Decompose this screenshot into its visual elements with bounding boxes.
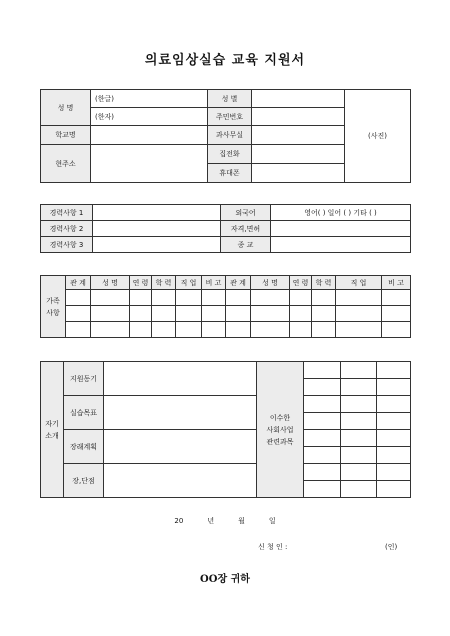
- family-cell[interactable]: [312, 322, 336, 338]
- family-cell[interactable]: [152, 322, 176, 338]
- address-label: 현주소: [41, 145, 91, 183]
- date-day-unit: 일: [268, 517, 276, 525]
- course-cell[interactable]: [377, 430, 411, 447]
- name-hanja-field[interactable]: (한자): [91, 108, 208, 126]
- license-label: 자격,면허: [221, 221, 271, 237]
- family-cell[interactable]: [202, 290, 226, 306]
- license-field[interactable]: [271, 221, 411, 237]
- family-cell[interactable]: [66, 290, 91, 306]
- family-cell[interactable]: [290, 306, 312, 322]
- course-cell[interactable]: [304, 362, 341, 379]
- document-title: 의료임상실습 교육 지원서: [144, 53, 306, 68]
- career-label-1: 경력사항 1: [41, 205, 93, 221]
- family-header: 연 령: [130, 276, 152, 290]
- family-cell[interactable]: [152, 306, 176, 322]
- family-cell[interactable]: [66, 306, 91, 322]
- course-cell[interactable]: [341, 379, 377, 396]
- family-cell[interactable]: [226, 322, 251, 338]
- family-cell[interactable]: [312, 306, 336, 322]
- family-row: [41, 306, 411, 322]
- address-field[interactable]: [91, 145, 208, 183]
- family-cell[interactable]: [91, 322, 130, 338]
- family-header: 학 력: [152, 276, 176, 290]
- course-cell[interactable]: [304, 481, 341, 498]
- date-line: [0, 516, 450, 526]
- family-cell[interactable]: [91, 306, 130, 322]
- seal-mark: (인): [385, 543, 398, 551]
- family-header: 비 고: [382, 276, 411, 290]
- mobile-label: 휴대폰: [208, 164, 252, 183]
- photo-box: (사진): [345, 90, 411, 183]
- family-cell[interactable]: [312, 290, 336, 306]
- family-row: [41, 322, 411, 338]
- dept-office-label: 과사무실: [208, 126, 252, 145]
- family-row: [41, 290, 411, 306]
- course-cell[interactable]: [377, 464, 411, 481]
- family-header: 관 계: [66, 276, 91, 290]
- family-cell[interactable]: [290, 322, 312, 338]
- course-cell[interactable]: [304, 430, 341, 447]
- family-cell[interactable]: [176, 322, 202, 338]
- school-field[interactable]: [91, 126, 208, 145]
- family-header: 학 력: [312, 276, 336, 290]
- motive-label: 지원동기: [64, 362, 104, 396]
- gender-label: 성 별: [208, 90, 252, 108]
- motive-field[interactable]: [104, 362, 257, 396]
- self-intro-section-label: 자기 소개: [41, 362, 64, 498]
- family-cell[interactable]: [176, 306, 202, 322]
- name-label: 성 명: [41, 90, 91, 126]
- course-cell[interactable]: [341, 481, 377, 498]
- goal-label: 실습목표: [64, 396, 104, 430]
- strengths-field[interactable]: [104, 464, 257, 498]
- family-header: 성 명: [251, 276, 290, 290]
- religion-field[interactable]: [271, 237, 411, 253]
- course-cell[interactable]: [304, 447, 341, 464]
- family-cell[interactable]: [152, 290, 176, 306]
- career-field-2[interactable]: [93, 221, 221, 237]
- resident-number-field[interactable]: [252, 108, 345, 126]
- family-header: 직 업: [336, 276, 382, 290]
- dept-office-field[interactable]: [252, 126, 345, 145]
- family-header: 직 업: [176, 276, 202, 290]
- family-cell[interactable]: [66, 322, 91, 338]
- course-cell[interactable]: [304, 379, 341, 396]
- family-cell[interactable]: [176, 290, 202, 306]
- course-cell[interactable]: [304, 413, 341, 430]
- resident-number-label: 주민번호: [208, 108, 252, 126]
- mobile-field[interactable]: [252, 164, 345, 183]
- course-cell[interactable]: [304, 464, 341, 481]
- family-cell[interactable]: [251, 290, 290, 306]
- name-hangul-field[interactable]: (한글): [91, 90, 208, 108]
- course-cell[interactable]: [377, 379, 411, 396]
- family-cell[interactable]: [336, 322, 382, 338]
- family-cell[interactable]: [336, 290, 382, 306]
- family-cell[interactable]: [202, 322, 226, 338]
- self-intro-table: [40, 361, 411, 498]
- family-cell[interactable]: [202, 306, 226, 322]
- course-cell[interactable]: [341, 396, 377, 413]
- family-cell[interactable]: [336, 306, 382, 322]
- career-table: [40, 204, 411, 253]
- family-cell[interactable]: [251, 306, 290, 322]
- date-year-unit: 년: [207, 517, 215, 525]
- course-cell[interactable]: [377, 481, 411, 498]
- family-cell[interactable]: [382, 306, 411, 322]
- date-month-unit: 월: [238, 517, 245, 525]
- course-cell[interactable]: [341, 447, 377, 464]
- date-year-prefix: 20: [174, 517, 184, 525]
- career-field-3[interactable]: [93, 237, 221, 253]
- course-cell[interactable]: [341, 464, 377, 481]
- family-header: 관 계: [226, 276, 251, 290]
- family-cell[interactable]: [382, 322, 411, 338]
- family-cell[interactable]: [130, 290, 152, 306]
- family-cell[interactable]: [382, 290, 411, 306]
- family-cell[interactable]: [251, 322, 290, 338]
- plan-field[interactable]: [104, 430, 257, 464]
- applicant-label: 신 청 인 :: [258, 543, 288, 551]
- recipient-line: OO장 귀하: [200, 574, 250, 585]
- course-cell[interactable]: [377, 396, 411, 413]
- family-header: 비 고: [202, 276, 226, 290]
- family-cell[interactable]: [130, 322, 152, 338]
- language-label: 외국어: [221, 205, 271, 221]
- language-options[interactable]: 영어( ) 일어 ( ) 기타 ( ): [271, 205, 411, 221]
- course-cell[interactable]: [341, 362, 377, 379]
- family-section-label: 가족 사항: [41, 276, 66, 338]
- course-cell[interactable]: [377, 447, 411, 464]
- family-cell[interactable]: [290, 290, 312, 306]
- family-header: 연 령: [290, 276, 312, 290]
- course-cell[interactable]: [341, 430, 377, 447]
- family-cell[interactable]: [226, 306, 251, 322]
- family-table: [40, 275, 411, 338]
- school-label: 학교명: [41, 126, 91, 145]
- course-cell[interactable]: [377, 362, 411, 379]
- home-phone-label: 집전화: [208, 145, 252, 164]
- home-phone-field[interactable]: [252, 145, 345, 164]
- career-label-3: 경력사항 3: [41, 237, 93, 253]
- related-courses-label: 이수한 사회사업 관련과목: [257, 362, 304, 498]
- career-label-2: 경력사항 2: [41, 221, 93, 237]
- gender-field[interactable]: [252, 90, 345, 108]
- personal-info-table: [40, 89, 411, 183]
- religion-label: 종 교: [221, 237, 271, 253]
- family-cell[interactable]: [91, 290, 130, 306]
- course-cell[interactable]: [341, 413, 377, 430]
- family-cell[interactable]: [130, 306, 152, 322]
- family-cell[interactable]: [226, 290, 251, 306]
- strengths-label: 장,단점: [64, 464, 104, 498]
- plan-label: 장래계획: [64, 430, 104, 464]
- course-cell[interactable]: [377, 413, 411, 430]
- family-header: 성 명: [91, 276, 130, 290]
- goal-field[interactable]: [104, 396, 257, 430]
- career-field-1[interactable]: [93, 205, 221, 221]
- course-cell[interactable]: [304, 396, 341, 413]
